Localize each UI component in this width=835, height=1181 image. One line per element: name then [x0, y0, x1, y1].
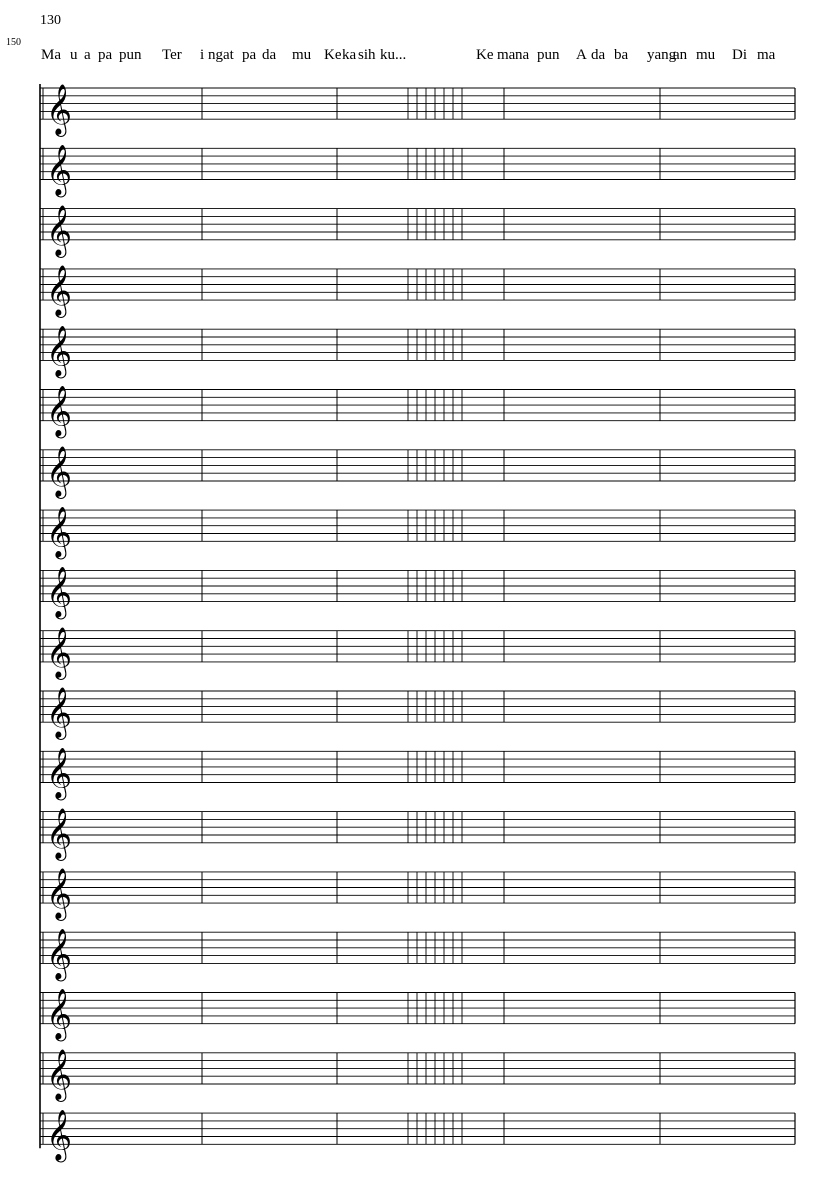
lyric-syllable: ma: [757, 47, 776, 63]
lyric-syllable: A: [576, 47, 587, 63]
treble-clef-icon: 𝄞: [46, 204, 73, 256]
lyric-syllable: pa: [242, 47, 257, 63]
lyric-syllable: Ke: [324, 47, 342, 63]
lyric-syllable: yang: [647, 47, 677, 63]
lyric-syllable: Ma: [41, 47, 61, 63]
treble-clef-icon: 𝄞: [46, 928, 73, 980]
treble-clef-icon: 𝄞: [46, 566, 73, 618]
lyric-syllable: Ter: [162, 47, 182, 63]
treble-clef-icon: 𝄞: [46, 144, 73, 196]
lyric-syllable: da: [262, 47, 277, 63]
treble-clef-icon: 𝄞: [46, 506, 73, 558]
measure-number: 150: [6, 37, 21, 48]
lyric-syllable: ba: [614, 47, 629, 63]
lyric-syllable: ngat: [208, 47, 234, 63]
treble-clef-icon: 𝄞: [46, 747, 73, 799]
lyric-syllable: u: [70, 47, 78, 63]
lyric-syllable: an: [673, 47, 688, 63]
lyric-syllable: pun: [119, 47, 142, 63]
lyric-syllable: Di: [732, 47, 747, 63]
lyric-syllable: da: [591, 47, 606, 63]
tempo-marking: 130: [40, 13, 61, 28]
treble-clef-icon: 𝄞: [46, 265, 73, 317]
treble-clef-icon: 𝄞: [46, 626, 73, 678]
lyric-syllable: mu: [696, 47, 716, 63]
lyric-syllable: ma: [497, 47, 516, 63]
treble-clef-icon: 𝄞: [46, 1109, 73, 1161]
lyric-syllable: i: [200, 47, 205, 63]
treble-clef-icon: 𝄞: [46, 807, 73, 859]
treble-clef-icon: 𝄞: [46, 1049, 73, 1100]
lyric-syllable: pun: [537, 47, 560, 63]
lyric-syllable: ku...: [380, 47, 407, 63]
treble-clef-icon: 𝄞: [46, 687, 73, 739]
lyric-syllable: sih: [358, 47, 376, 63]
treble-clef-icon: 𝄞: [46, 446, 73, 497]
treble-clef-icon: 𝄞: [46, 325, 73, 377]
lyric-syllable: ka: [342, 47, 357, 63]
lyric-syllable: pa: [98, 47, 113, 63]
treble-clef-icon: 𝄞: [46, 84, 73, 136]
lyric-syllable: na: [515, 47, 530, 63]
treble-clef-icon: 𝄞: [46, 385, 73, 437]
treble-clef-icon: 𝄞: [46, 868, 73, 920]
lyric-syllable: a: [84, 47, 91, 63]
lyric-syllable: Ke: [476, 47, 494, 63]
treble-clef-icon: 𝄞: [46, 988, 73, 1040]
lyric-syllable: mu: [292, 47, 312, 63]
